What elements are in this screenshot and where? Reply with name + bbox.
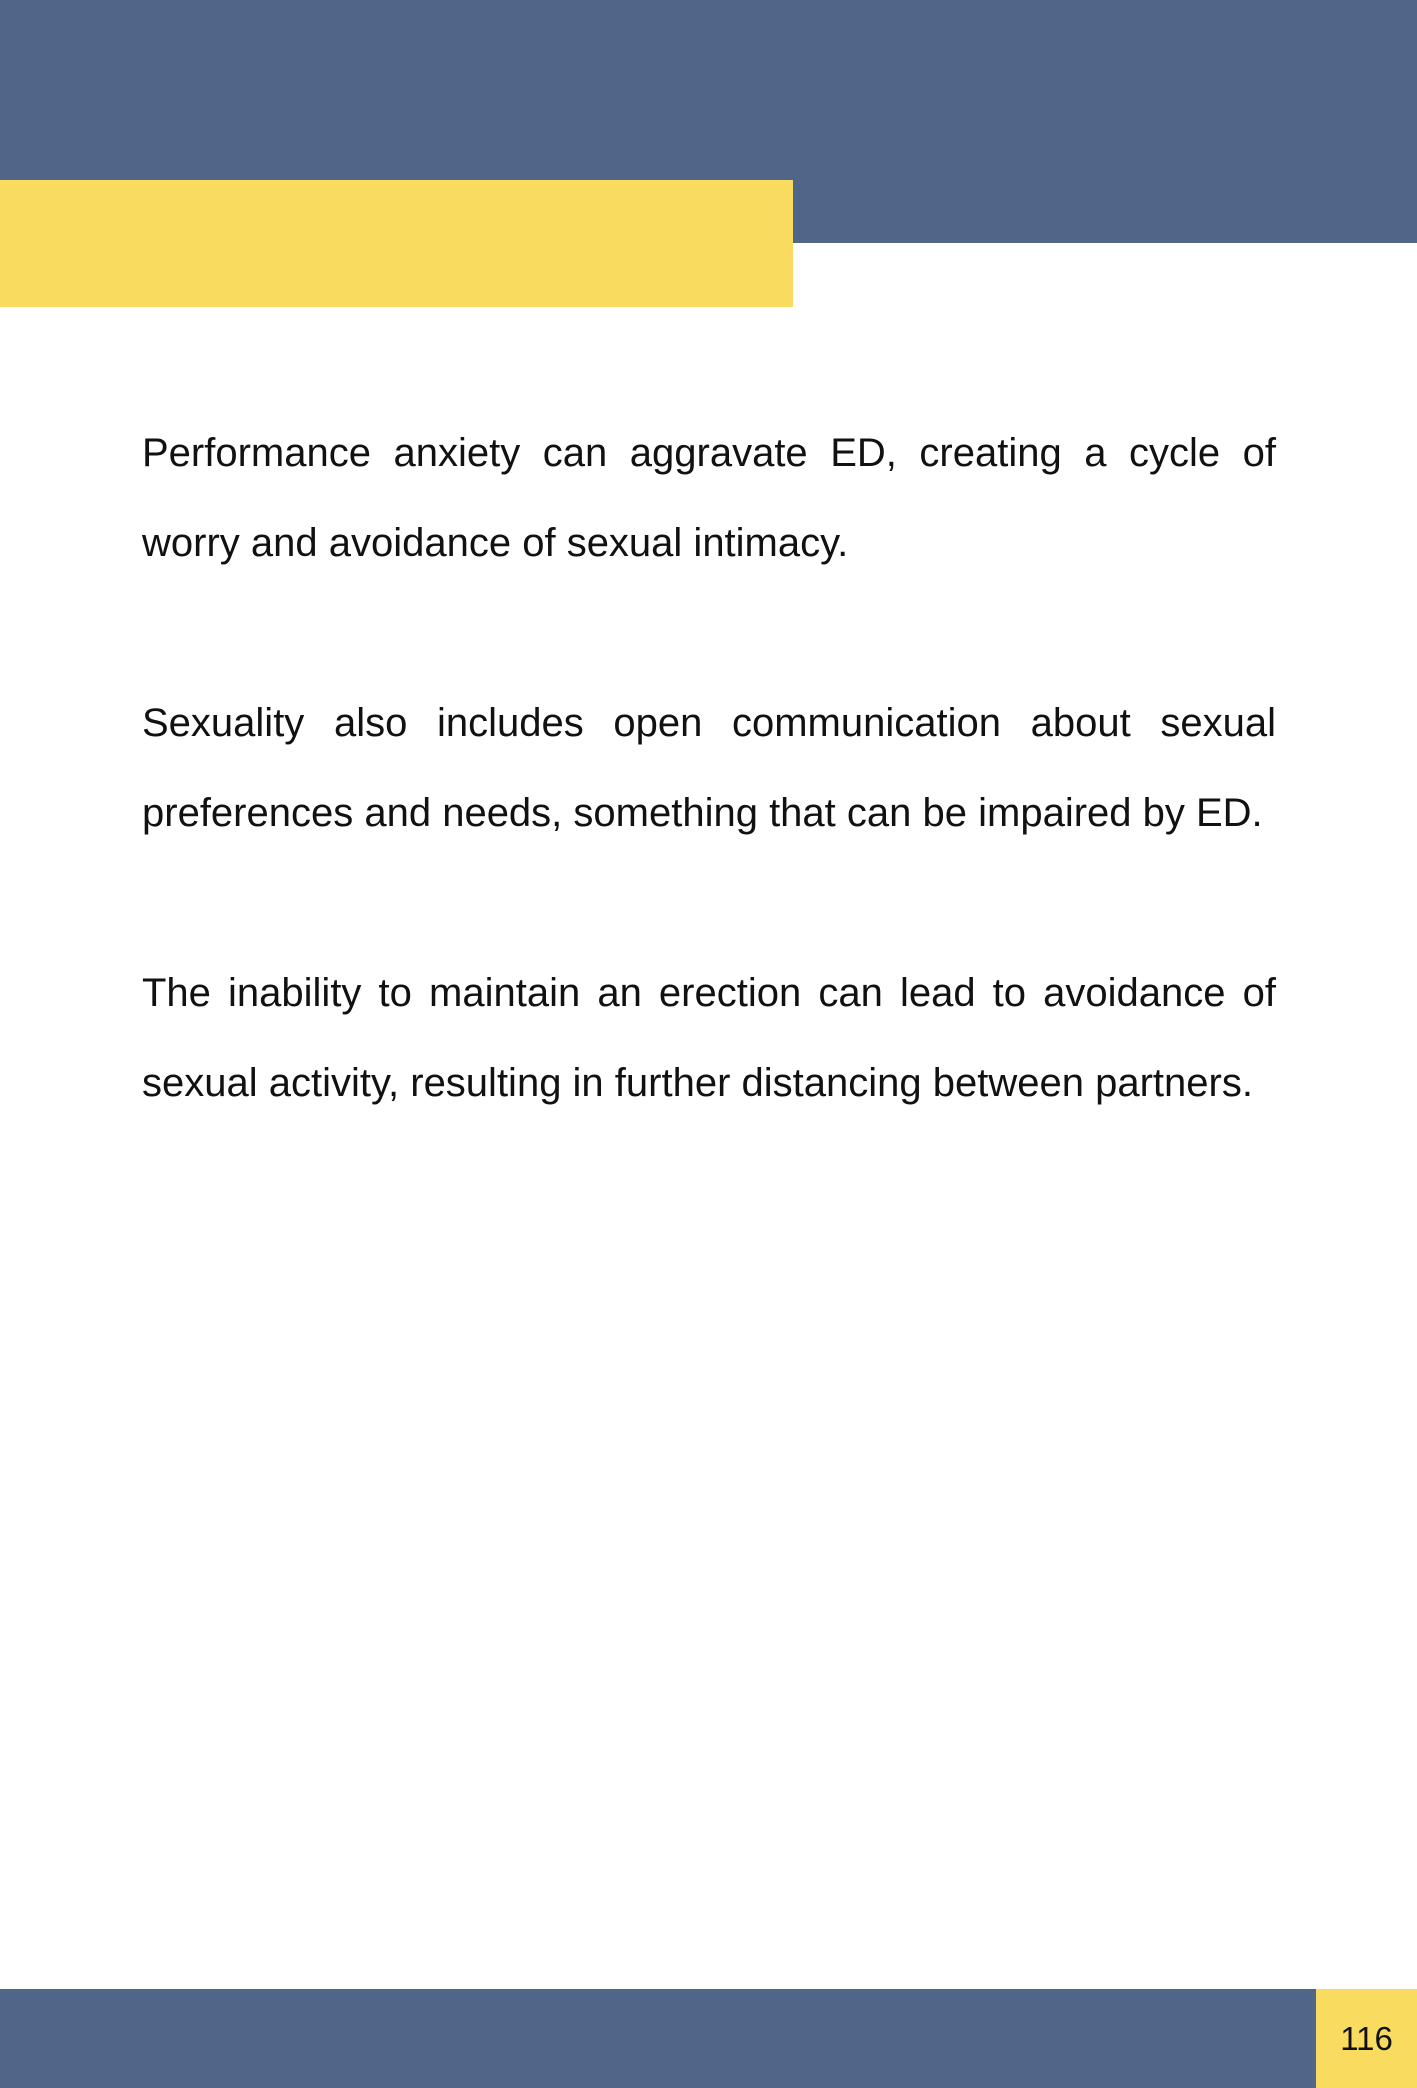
body-paragraph-2: Sexuality also includes open communication about sexual preferences and needs, something that can be impaired by ED. bbox=[142, 701, 1276, 835]
footer-band bbox=[0, 1989, 1316, 2088]
body-paragraph-1: Performance anxiety can aggravate ED, creating a cycle of worry and avoidance of sexual intimacy. bbox=[142, 431, 1276, 565]
body-paragraph-3: The inability to maintain an erection can lead to avoidance of sexual activity, resulting in further distancing between partners. bbox=[142, 971, 1276, 1105]
page-content bbox=[142, 408, 1276, 1218]
page-number: 116 bbox=[1316, 1989, 1417, 2088]
header-accent-block bbox=[0, 180, 793, 307]
